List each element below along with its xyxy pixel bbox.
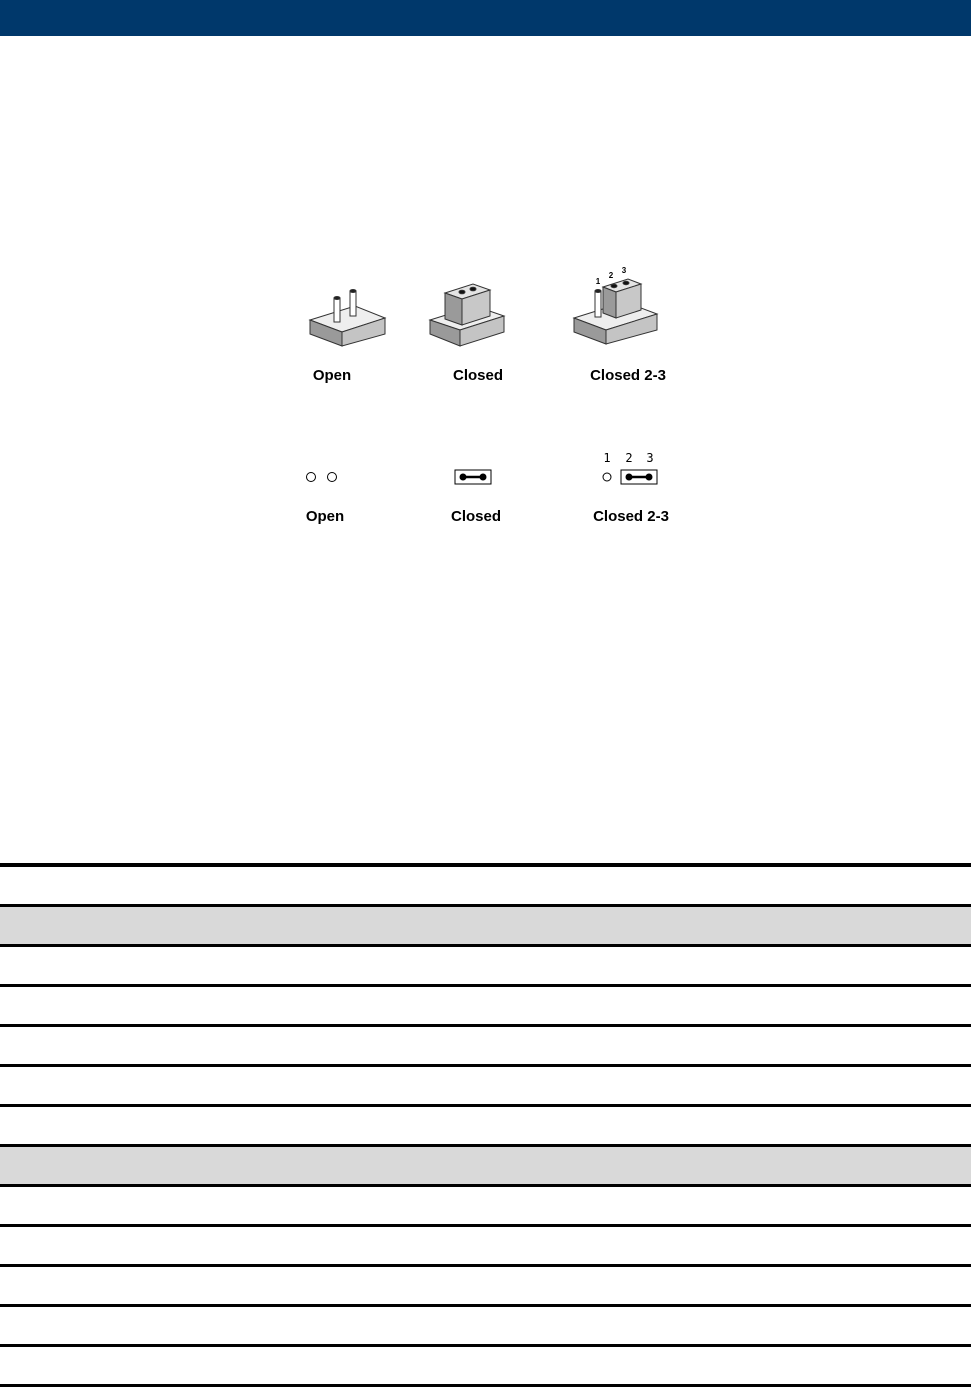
table-row: [0, 1027, 971, 1067]
pin-number-3-3d: 3: [621, 266, 627, 275]
open-jumper-3d-icon: [310, 290, 385, 347]
table-row: [0, 1107, 971, 1147]
table-row: [0, 1227, 971, 1267]
pin-number-2-3d: 2: [608, 271, 614, 280]
closed-jumper-schematic-icon: [455, 470, 491, 484]
closed-jumper-3d-icon: [430, 284, 504, 346]
closed-2-3-jumper-schematic-icon: [603, 470, 657, 484]
pin-number-2: 2: [625, 451, 633, 465]
table-row: [0, 1187, 971, 1227]
table-row: [0, 1347, 971, 1387]
open-label-schematic: Open: [305, 508, 345, 525]
closed-2-3-label-3d: Closed 2-3: [590, 367, 666, 384]
jumper-illustrations: [0, 0, 971, 560]
closed-2-3-label-schematic: Closed 2-3: [593, 508, 669, 525]
settings-table: [0, 863, 971, 1387]
closed-label-schematic: Closed: [450, 508, 502, 525]
pin-number-1-3d: 1: [595, 277, 601, 286]
table-row: [0, 907, 971, 947]
pin-number-3: 3: [646, 451, 654, 465]
closed-label-3d: Closed: [452, 367, 504, 384]
table-row: [0, 987, 971, 1027]
table-body: [0, 867, 971, 1387]
table-row: [0, 1067, 971, 1107]
closed-2-3-jumper-3d-icon: [574, 279, 657, 344]
table-row: [0, 867, 971, 907]
open-jumper-schematic-icon: [307, 473, 337, 482]
table-row: [0, 947, 971, 987]
table-row: [0, 1147, 971, 1187]
table-row: [0, 1267, 971, 1307]
open-label-3d: Open: [312, 367, 352, 384]
table-row: [0, 1307, 971, 1347]
jumper-figure: [0, 0, 971, 560]
pin-number-1: 1: [603, 451, 611, 465]
